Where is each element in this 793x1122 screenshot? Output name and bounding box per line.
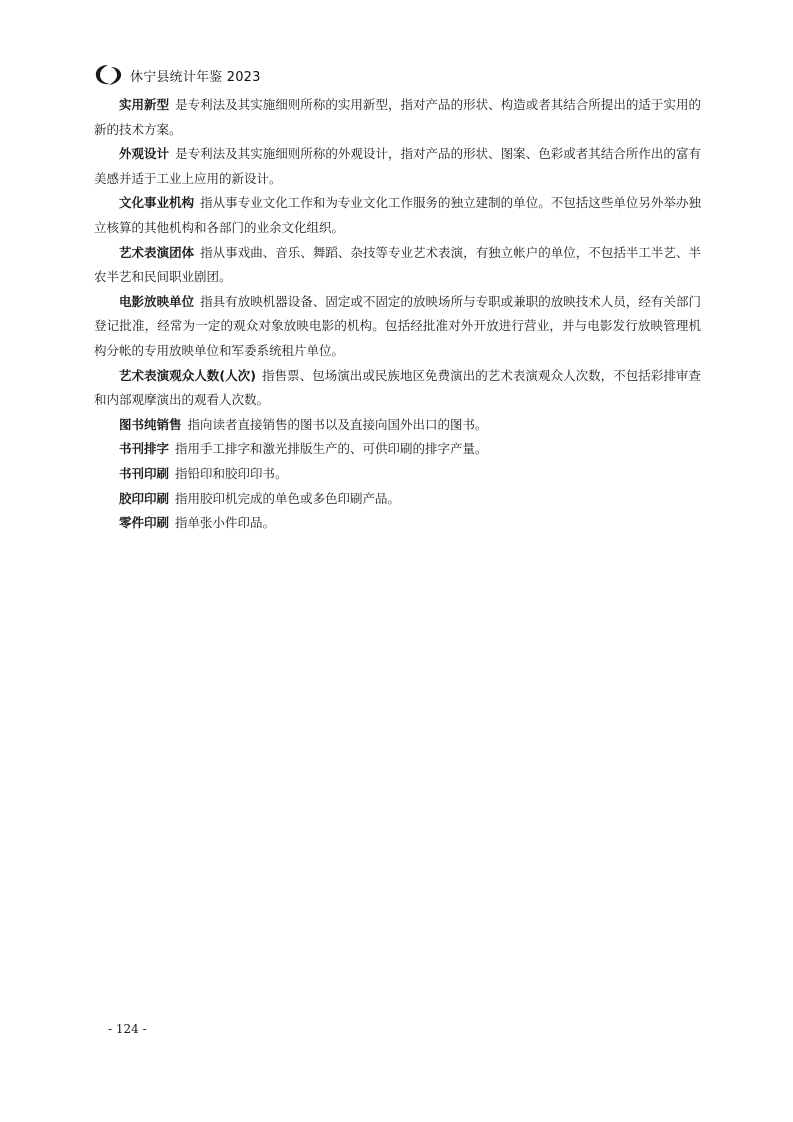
glossary-term: 艺术表演观众人数(人次) bbox=[119, 367, 256, 383]
page-header bbox=[94, 62, 261, 88]
glossary-definition: 指从事戏曲、音乐、舞蹈、杂技等专业艺术表演，有独立帐户的单位，不包括半工半艺、半农半艺和民间职业剧团。 bbox=[94, 244, 701, 285]
yearbook-title: 休宁县统计年鉴 2023 bbox=[130, 69, 261, 85]
glossary-definition: 指售票、包场演出或民族地区免费演出的艺术表演观众人次数，不包括彩排审查和内部观摩演出的观看人次数。 bbox=[94, 367, 701, 408]
glossary-entry bbox=[94, 364, 701, 413]
glossary-term: 电影放映单位 bbox=[119, 293, 195, 309]
glossary-term: 艺术表演团体 bbox=[119, 244, 195, 260]
glossary-entry bbox=[94, 511, 701, 536]
glossary-definition: 指从事专业文化工作和为专业文化工作服务的独立建制的单位。不包括这些单位另外举办独立核算的其他机构和各部门的业余文化组织。 bbox=[94, 195, 701, 235]
glossary-definition: 指单张小件印品。 bbox=[175, 515, 276, 531]
glossary-content bbox=[94, 93, 701, 536]
glossary-definition: 指铅印和胶印印书。 bbox=[175, 465, 288, 481]
glossary-term: 文化事业机构 bbox=[119, 195, 195, 211]
glossary-definition: 是专利法及其实施细则所称的外观设计，指对产品的形状、图案、色彩或者其结合所作出的富有美感并适于工业上应用的新设计。 bbox=[94, 146, 701, 186]
glossary-term: 零件印刷 bbox=[119, 515, 170, 531]
glossary-entry bbox=[94, 93, 701, 142]
glossary-entry bbox=[94, 191, 701, 240]
glossary-term: 外观设计 bbox=[119, 146, 170, 162]
glossary-definition: 指具有放映机器设备、固定或不固定的放映场所与专职或兼职的放映技术人员，经有关部门登记批准，经常为一定的观众对象放映电影的机构。包括经批准对外开放进行营业，并与电影发行放映管理机构分帐的专用放映单位和军委系统租片单位。 bbox=[94, 293, 701, 358]
glossary-term: 实用新型 bbox=[119, 97, 170, 112]
glossary-entry bbox=[94, 413, 701, 438]
yearbook-logo-icon bbox=[94, 63, 124, 87]
glossary-entry bbox=[94, 290, 701, 364]
glossary-entry bbox=[94, 437, 701, 462]
glossary-term: 书刊排字 bbox=[119, 441, 170, 457]
glossary-definition: 指向读者直接销售的图书以及直接向国外出口的图书。 bbox=[187, 416, 488, 432]
glossary-entry bbox=[94, 462, 701, 487]
glossary-term: 胶印印刷 bbox=[119, 490, 170, 506]
glossary-entry bbox=[94, 241, 701, 290]
glossary-definition: 指用胶印机完成的单色或多色印刷产品。 bbox=[175, 490, 401, 506]
glossary-definition: 指用手工排字和激光排版生产的、可供印刷的排字产量。 bbox=[175, 441, 488, 457]
glossary-term: 书刊印刷 bbox=[119, 465, 170, 481]
glossary-entry bbox=[94, 487, 701, 512]
glossary-definition: 是专利法及其实施细则所称的实用新型，指对产品的形状、构造或者其结合所提出的适于实用的新的技术方案。 bbox=[94, 97, 701, 137]
glossary-term: 图书纯销售 bbox=[119, 416, 182, 432]
page-number: - 124 - bbox=[108, 1022, 147, 1036]
glossary-entry bbox=[94, 142, 701, 191]
